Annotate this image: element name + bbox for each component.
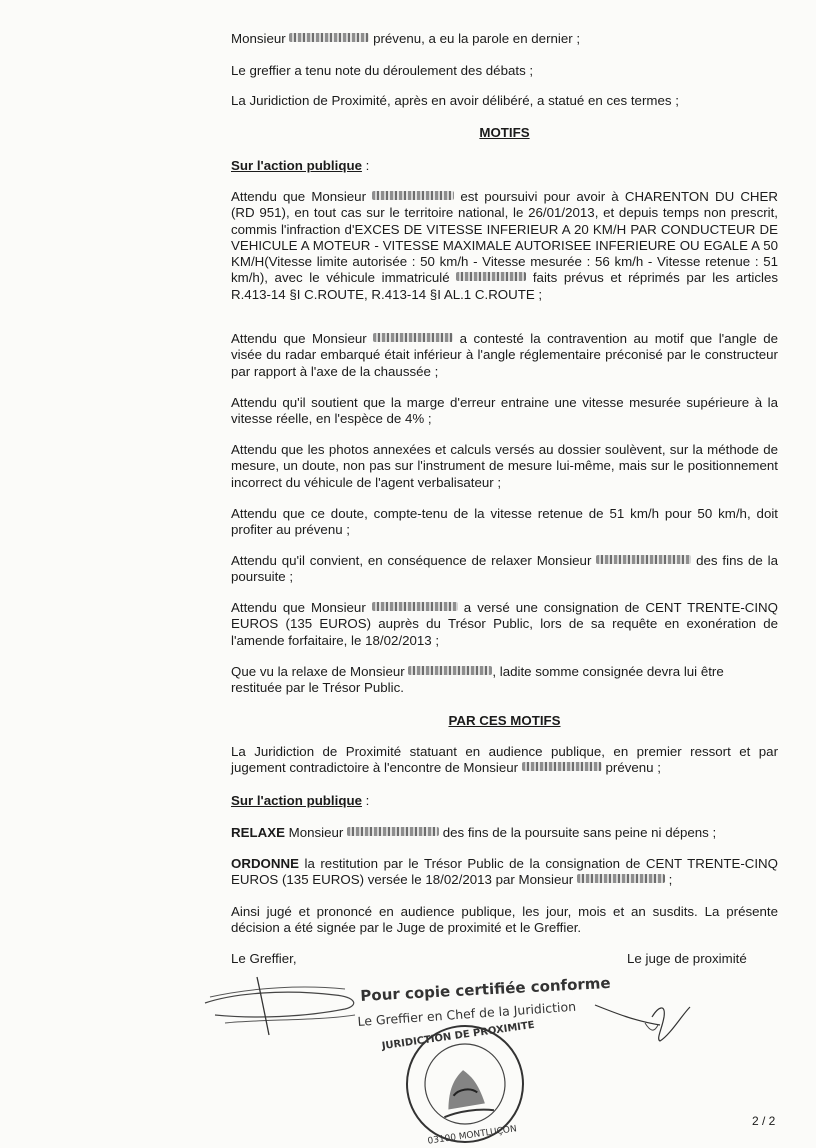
redacted-name [522,762,602,771]
text: Attendu que Monsieur [231,331,374,346]
text: ; [664,872,673,888]
text: des fins de la poursuite sans peine ni dépens ; [439,825,717,840]
text: Attendu que Monsieur [231,600,372,615]
redacted-name [372,191,454,200]
page-number: 2 / 2 [752,1114,776,1128]
juge-signature [590,995,700,1045]
redacted-name [373,333,453,342]
paragraph-attendu-doute: Attendu que ce doute, compte-tenu de la vitesse retenue de 51 km/h pour 50 km/h, doit profiter au prévenu ; [231,506,778,538]
paragraph-attendu-marge-erreur: Attendu qu'il soutient que la marge d'erreur entraine une vitesse mesurée supérieure à la vitesse réelle, en l'espèce de 4% ; [231,395,778,427]
paragraph-attendu-poursuivi [231,189,778,303]
keyword-relaxe: RELAXE [231,825,285,840]
redacted-name [372,602,458,611]
text: La Juridiction de Proximité statuant en audience publique, en premier ressort et par jugement contradictoire à l'encontre de Monsieur [231,744,778,776]
greffier-signature [195,975,365,1040]
text: Attendu que Monsieur [231,189,373,204]
stamp-copie-conforme: Pour copie certifiée conforme [359,973,611,1005]
text: a versé une consignation de CENT TRENTE-CINQ EUROS (135 EUROS) auprès du Trésor Public, lors de sa requête en exonération de l'amende forfaitaire, le 18/02/2013 ; [231,600,779,648]
text: la restitution par le Trésor Public de la consignation de CENT TRENTE-CINQ EUROS (135 EUROS) versée le 18/02/2013 par Monsieur [231,856,778,888]
par-ces-motifs-heading: PAR CES MOTIFS [448,713,561,728]
motifs-heading: MOTIFS [479,125,530,140]
paragraph-ordonne [231,856,778,889]
text: Attendu qu'il convient, en conséquence de relaxer Monsieur [231,553,597,568]
text: : [361,793,370,808]
juridiction-seal [381,1019,536,1147]
text: a contesté la contravention au motif que l'angle de visée du radar embarqué était inférieur à l'angle réglementaire préconisé par le constructeur par rapport à l'axe de la chaussée ; [231,331,778,379]
redacted-name [347,827,439,836]
text: : [361,158,370,173]
text: prévenu, a eu la parole en dernier ; [369,31,581,46]
paragraph-attendu-contestation [231,331,778,380]
text: des fins de la poursuite ; [231,553,778,585]
heading-text: Sur l'action publique [231,793,362,808]
paragraph-restitution [231,664,778,697]
paragraph-greffier-note: Le greffier a tenu note du déroulement des débats ; [231,63,534,78]
redacted-plate [456,272,526,281]
paragraph-attendu-photos: Attendu que les photos annexées et calculs versés au dossier soulèvent, sur la méthode de mesure, un doute, non pas sur l'instrument de mesure lui-même, mais sur le positionnement incorrect du véhicule de l'agent verbalisateur ; [231,442,778,490]
paragraph-attendu-consignation [231,600,778,649]
text: Monsieur [231,31,290,46]
greffier-label: Le Greffier, [231,951,297,966]
text: Que vu la relaxe de Monsieur [231,664,409,679]
stamp-greffier-chef: Le Greffier en Chef de la Juridiction [357,998,577,1029]
svg-text:JURIDICTION DE PROXIMITE: JURIDICTION DE PROXIMITE [381,1019,536,1053]
paragraph-ainsi-juge: Ainsi jugé et prononcé en audience publique, les jour, mois et an susdits. La présente décision a été signée par le Juge de proximité et le Greffier. [231,904,778,936]
redacted-name [408,666,492,675]
text: , ladite somme consignée devra lui être restituée par le Trésor Public. [231,664,724,696]
text: Monsieur [284,825,348,840]
redacted-name [577,874,665,883]
redacted-name [596,555,691,564]
section-heading-action-publique-2 [231,793,778,809]
heading-text: Sur l'action publique [231,158,362,173]
paragraph-attendu-relaxer [231,553,778,586]
text: faits prévus et réprimés par les articles R.413-14 §I C.ROUTE, R.413-14 §I AL.1 C.ROUTE ; [231,270,778,302]
svg-text:03100 MONTLUÇON: 03100 MONTLUÇON [427,1124,518,1147]
juge-label: Le juge de proximité [627,951,747,966]
text: prévenu ; [601,760,661,776]
paragraph-relaxe [231,825,778,841]
redacted-name [289,33,369,42]
keyword-ordonne: ORDONNE [231,856,299,871]
paragraph-last-word [231,31,778,47]
paragraph-juridiction-statue: La Juridiction de Proximité, après en avoir délibéré, a statué en ces termes ; [231,93,679,108]
text: est poursuivi pour avoir à CHARENTON DU CHER (RD 951), en tout cas sur le territoire national, le 26/01/2013, et depuis temps non prescrit, commis l'infraction d'EXCES DE VITESSE INFERIEUR A 20 KM/H PAR CONDUCTEUR DE VEHICULE A MOTEUR - VITESSE MAXIMALE AUTORISEE INFERIEURE OU EGALE A 50 KM/H(Vitesse limite autorisée : 50 km/h - Vitesse mesurée : 56 km/h - Vitesse retenue : 51 km/h), avec le véhicule immatriculé [231,189,779,286]
section-heading-action-publique-1 [231,158,778,174]
paragraph-juridiction-statuant [231,744,778,777]
